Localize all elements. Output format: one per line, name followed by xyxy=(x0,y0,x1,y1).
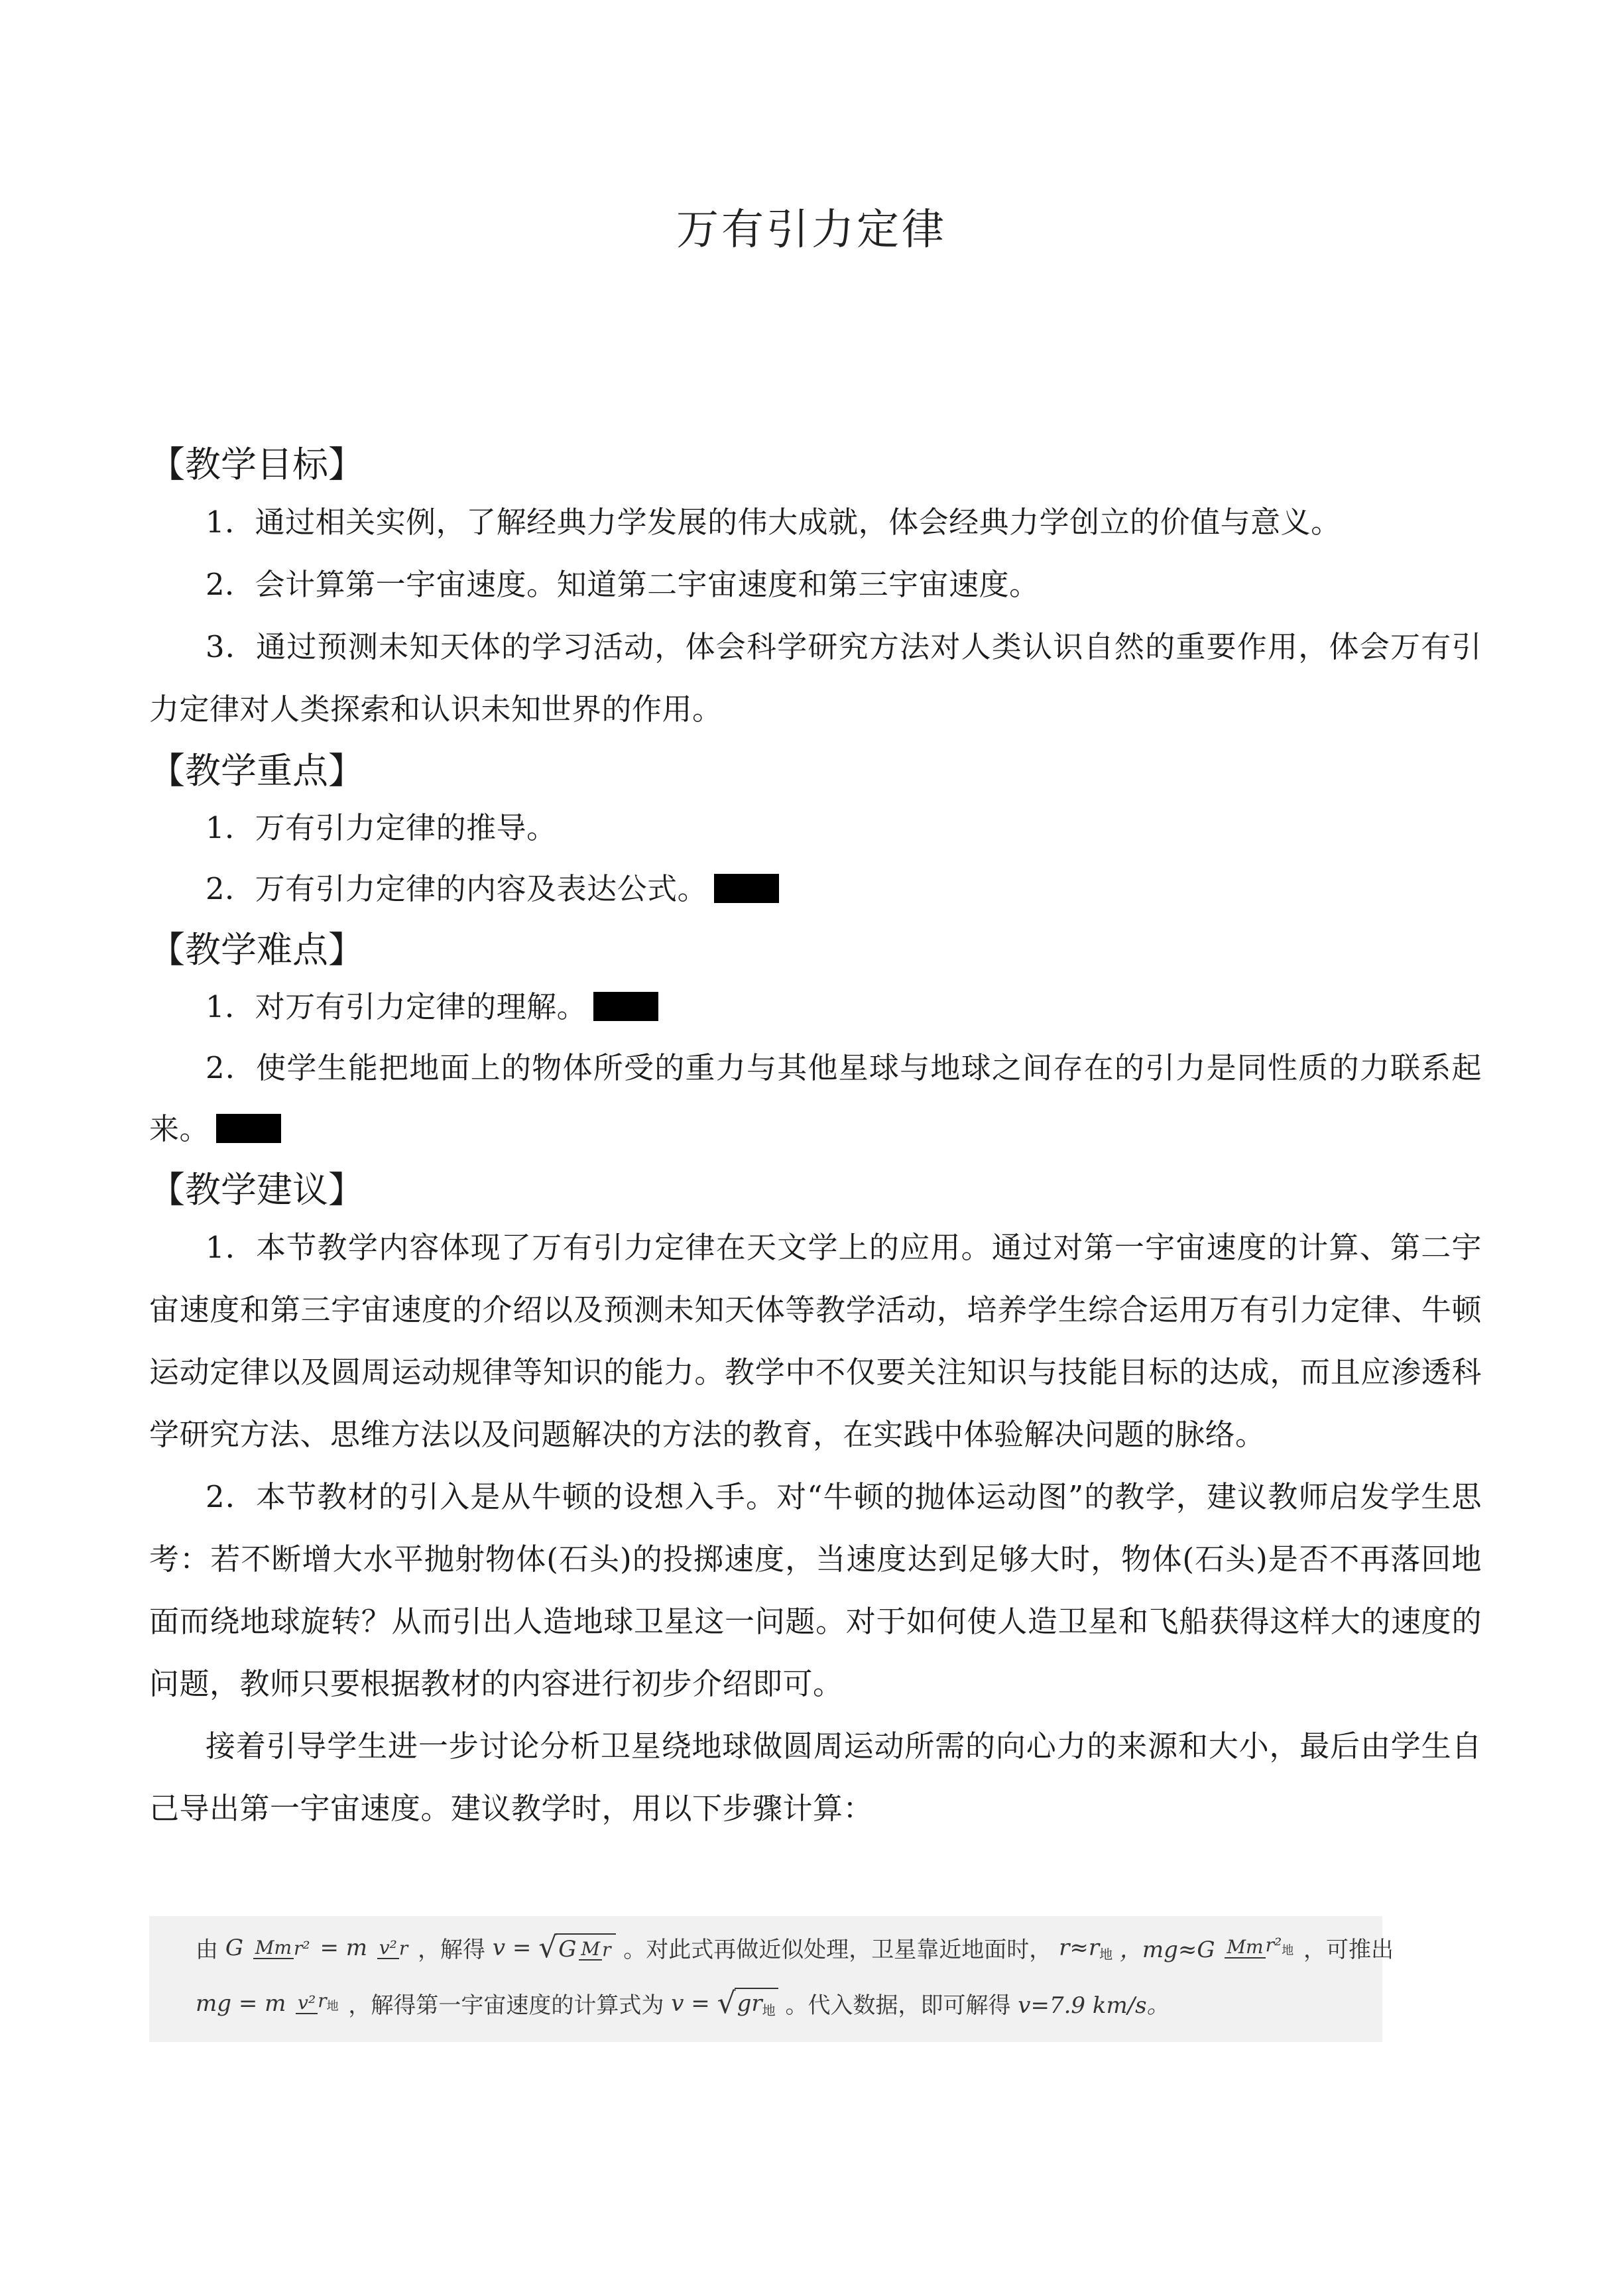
formula-fraction xyxy=(377,1936,408,1959)
objective-item-2: 2．会计算第一宇宙速度。知道第二宇宙速度和第三宇宙速度。 xyxy=(206,567,1040,602)
formula-text: ，可推出 xyxy=(1303,1937,1394,1963)
formula-symbol: ，mg≈G xyxy=(1119,1937,1215,1963)
formula-subscript: 地 xyxy=(1282,1943,1294,1958)
formula-result: v=7.9 km/s。 xyxy=(1018,1992,1170,2019)
suggestion-item-2: 2．本节教材的引入是从牛顿的设想入手。对“牛顿的抛体运动图”的教学，建议教师启发学生思考：若不断增大水平抛射物体(石头)的投掷速度，当速度达到足够大时，物体(石头)是否不再落回地面而绕地球旋转？从而引出人造地球卫星这一问题。对于如何使人造卫星和飞船获得这样大的速度的问题，教师只要根据教材的内容进行初步介绍即可。 xyxy=(149,1479,1482,1701)
key-point-text-2: 2．万有引力定律的内容及表达公式。 xyxy=(206,871,708,906)
fraction-numerator: Mm xyxy=(253,1938,294,1959)
formula-symbol: G xyxy=(558,1935,577,1963)
formula-symbol: r≈r xyxy=(1059,1934,1100,1961)
fraction-denominator: r xyxy=(602,1938,611,1961)
formula-symbol: mg = m xyxy=(196,1990,286,2017)
suggestion-item-1: 1．本节教学内容体现了万有引力定律在天文学上的应用。通过对第一宇宙速度的计算、第二宇宙速度和第三宇宙速度的介绍以及预测未知天体等教学活动，培养学生综合运用万有引力定律、牛顿运动定律以及圆周运动规律等知识的能力。教学中不仅要关注知识与技能目标的达成，而且应渗透科学研究方法、思维方法以及问题解决的方法的教育，在实践中体验解决问题的脉络。 xyxy=(149,1230,1482,1452)
sqrt-body xyxy=(556,1933,616,1963)
formula-symbol: = m xyxy=(320,1934,367,1961)
section-heading-difficulties: 【教学难点】 xyxy=(149,929,364,971)
fraction-numerator: Mm xyxy=(1225,1937,1265,1959)
formula-text: 。代入数据，即可解得 xyxy=(785,1992,1011,2019)
section-heading-suggestions: 【教学建议】 xyxy=(149,1169,364,1211)
formula-symbol: v = xyxy=(671,1990,710,2017)
fraction-numerator: M xyxy=(579,1939,602,1961)
redaction-bar xyxy=(216,1114,281,1143)
formula-symbol: gr xyxy=(737,1990,762,2018)
section-heading-objectives: 【教学目标】 xyxy=(149,444,364,485)
difficulty-text-1: 1．对万有引力定律的理解。 xyxy=(206,989,587,1024)
page-title: 万有引力定律 xyxy=(676,206,947,255)
formula-subscript: 地 xyxy=(1099,1946,1113,1963)
formula-text: ，解得第一宇宙速度的计算式为 xyxy=(348,1992,664,2019)
document-body xyxy=(149,434,1482,1840)
difficulty-text-2: 2．使学生能把地面上的物体所受的重力与其他星球与地球之间存在的引力是同性质的力联系起来。 xyxy=(149,1050,1482,1146)
fraction-denominator xyxy=(1266,1934,1294,1961)
formula-subscript: 地 xyxy=(762,2002,776,2018)
fraction-numerator: v² xyxy=(377,1938,399,1959)
formula-symbol: r² xyxy=(1265,1933,1282,1956)
fraction-denominator xyxy=(318,1990,338,2017)
fraction-numerator: v² xyxy=(296,1993,318,2014)
formula-image xyxy=(149,1916,1394,2042)
sqrt-body xyxy=(735,1988,778,2019)
formula-fraction xyxy=(579,1937,611,1961)
key-point-item-2 xyxy=(149,859,1482,920)
key-point-text-1: 1．万有引力定律的推导。 xyxy=(206,810,557,845)
formula-text: 由 xyxy=(196,1937,218,1963)
objective-item-3: 3．通过预测未知天体的学习活动，体会科学研究方法对人类认识自然的重要作用，体会万有引力定律对人类探索和认识未知世界的作用。 xyxy=(149,629,1482,727)
fraction-denominator: r xyxy=(398,1937,408,1959)
sqrt-sign: √ xyxy=(717,1986,736,2020)
objective-item-1: 1．通过相关实例，了解经典力学发展的伟大成就，体会经典力学创立的价值与意义。 xyxy=(206,505,1341,540)
section-heading-key-points: 【教学重点】 xyxy=(149,750,364,792)
formula-line-2 xyxy=(196,1986,1336,2042)
suggestion-item-3: 接着引导学生进一步讨论分析卫星绕地球做圆周运动所需的向心力的来源和大小，最后由学生自己导出第一宇宙速度。建议教学时，用以下步骤计算： xyxy=(149,1728,1482,1826)
formula-line-1 xyxy=(196,1931,1394,1986)
formula-symbol: v = xyxy=(492,1934,532,1961)
redaction-bar xyxy=(714,874,779,903)
formula-text: 。对此式再做近似处理，卫星靠近地面时， xyxy=(623,1937,1052,1963)
formula-fraction xyxy=(253,1936,310,1959)
sqrt-sign: √ xyxy=(538,1931,558,1964)
formula-symbol: G xyxy=(225,1934,243,1961)
formula-fraction xyxy=(1225,1934,1293,1961)
key-point-item-1 xyxy=(149,798,1482,859)
formula-subscript: 地 xyxy=(326,1999,339,2014)
fraction-denominator: r² xyxy=(294,1937,310,1959)
formula-fraction xyxy=(296,1990,338,2017)
formula-text: ，解得 xyxy=(418,1937,486,1963)
formula-symbol: r xyxy=(318,1989,327,2012)
difficulty-item-1 xyxy=(149,977,1482,1038)
difficulty-item-2 xyxy=(149,1038,1482,1160)
redaction-bar xyxy=(593,992,658,1021)
